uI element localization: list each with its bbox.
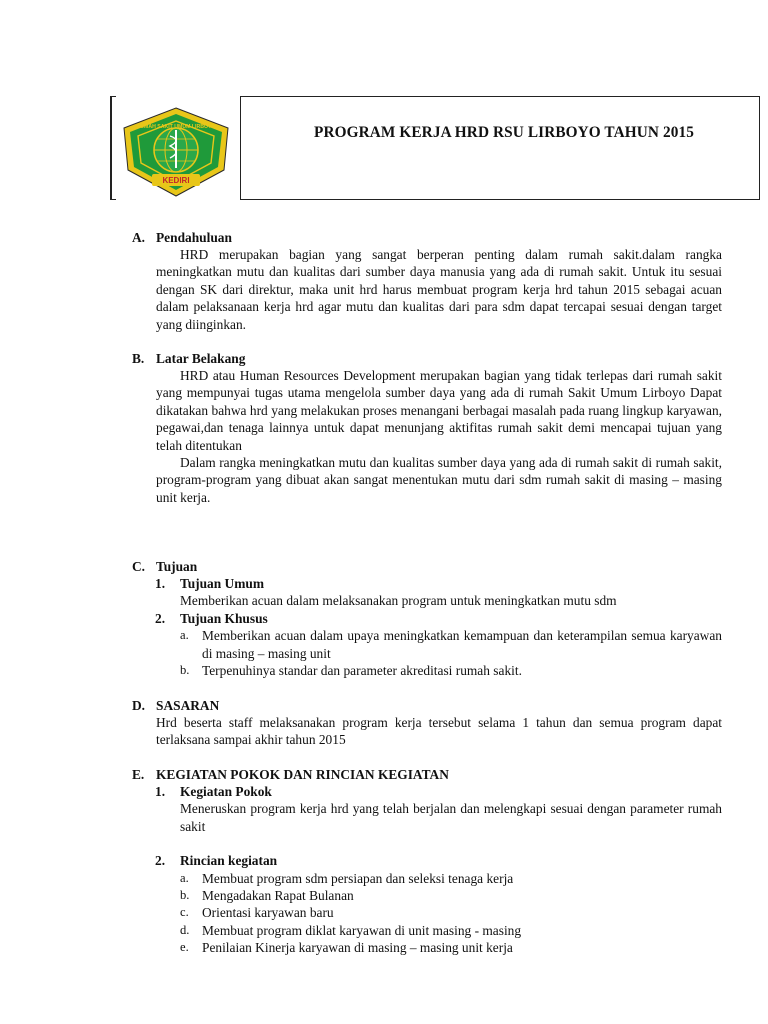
section-title: Pendahuluan bbox=[156, 230, 232, 245]
section-heading bbox=[132, 698, 722, 714]
list-item bbox=[180, 627, 722, 662]
subsection-number: 1. bbox=[155, 576, 166, 591]
list-text: Orientasi karyawan baru bbox=[202, 905, 334, 921]
section-heading bbox=[132, 230, 722, 246]
list-marker: b. bbox=[180, 663, 190, 678]
header-border-right bbox=[759, 96, 760, 200]
list-text: Mengadakan Rapat Bulanan bbox=[202, 888, 354, 904]
hospital-logo bbox=[120, 106, 232, 198]
paragraph: Meneruskan program kerja hrd yang telah berjalan dan melengkapi sesuai dengan parameter rumah sakit bbox=[180, 801, 722, 834]
list-item bbox=[180, 662, 722, 679]
list-item bbox=[180, 904, 722, 921]
header-border-left bbox=[110, 96, 112, 200]
list-marker: b. bbox=[180, 888, 190, 903]
svg-text:KEDIRI: KEDIRI bbox=[162, 176, 190, 185]
paragraph: Memberikan acuan dalam melaksanakan program untuk meningkatkan mutu sdm bbox=[180, 593, 617, 609]
header-border-left-cap-top bbox=[110, 96, 116, 97]
rincian-kegiatan-list bbox=[180, 870, 722, 957]
section-number: B. bbox=[132, 351, 145, 366]
list-text: Memberikan acuan dalam upaya meningkatkan kemampuan dan keterampilan semua karyawan di masing – masing unit bbox=[202, 628, 722, 661]
tujuan-khusus-list bbox=[180, 627, 722, 679]
list-text: Penilaian Kinerja karyawan di masing – masing unit kerja bbox=[202, 940, 513, 956]
paragraph: HRD merupakan bagian yang sangat berperan penting dalam rumah sakit.dalam rangka meningkatkan mutu dan kualitas dari sumber daya manusia yang ada di rumah sakit. Untuk itu sesuai dengan SK dari direktur, maka unit hrd harus membuat program kerja hrd tahun 2015 sebagai acuan dalam pelaksanaan kerja hrd agar mutu dan kualitas dari para sdm dapat tercapai sesuai dengan target yang diinginkan. bbox=[156, 247, 722, 332]
subsection-title: Tujuan Umum bbox=[180, 576, 264, 591]
document-title: PROGRAM KERJA HRD RSU LIRBOYO TAHUN 2015 bbox=[314, 124, 694, 141]
section-kegiatan bbox=[132, 767, 722, 957]
section-latar-belakang bbox=[132, 351, 722, 506]
list-marker: c. bbox=[180, 905, 189, 920]
list-item bbox=[180, 887, 722, 904]
list-text: Terpenuhinya standar dan parameter akreditasi rumah sakit. bbox=[202, 663, 522, 679]
subsection-number: 1. bbox=[155, 784, 166, 799]
section-title: Latar Belakang bbox=[156, 351, 246, 366]
section-title: Tujuan bbox=[156, 559, 198, 574]
subsection-number: 2. bbox=[155, 853, 166, 869]
list-marker: e. bbox=[180, 940, 189, 955]
section-heading bbox=[132, 559, 722, 575]
paragraph: Hrd beserta staff melaksanakan program kerja tersebut selama 1 tahun dan semua program dapat terlaksana sampai akhir tahun 2015 bbox=[156, 715, 722, 748]
subsection-title: Tujuan Khusus bbox=[180, 610, 268, 626]
subsection-heading bbox=[155, 783, 722, 800]
section-number: A. bbox=[132, 230, 146, 245]
list-item bbox=[180, 922, 722, 939]
list-item bbox=[180, 939, 722, 956]
paragraph: HRD atau Human Resources Development merupakan bagian yang tidak terlepas dari rumah sakit yang mempunyai tugas utama mengelola sumber daya yang ada di rumah Sakit Umum Lirboyo Dapat dikatakan bahwa hrd yang melakukan proses menangani berbagai masalah pada ruang lingkup karyawan, pegawai,dan tenaga lainnya untuk dapat menunjang aktifitas rumah sakit demi mencapai tujuan yang telah ditentukan bbox=[156, 368, 722, 453]
header-divider bbox=[240, 96, 241, 200]
paragraph: Dalam rangka meningkatkan mutu dan kualitas sumber daya yang ada di rumah sakit di rumah sakit, program-program yang dibuat akan sangat menentukan mutu dari sdm rumah sakit di masing – masing unit kerja. bbox=[156, 455, 722, 505]
header-border-left-cap-bottom bbox=[110, 199, 116, 200]
list-marker: a. bbox=[180, 628, 189, 643]
svg-text:RUMAH SAKIT UMUM LIRBOYO: RUMAH SAKIT UMUM LIRBOYO bbox=[136, 124, 216, 130]
section-sasaran bbox=[132, 698, 722, 749]
subsection-title: Rincian kegiatan bbox=[180, 853, 278, 869]
list-text: Membuat program sdm persiapan dan seleksi tenaga kerja bbox=[202, 870, 514, 886]
header-border-bottom bbox=[240, 199, 760, 200]
list-text: Membuat program diklat karyawan di unit masing - masing bbox=[202, 922, 522, 938]
list-marker: a. bbox=[180, 870, 189, 885]
subsection-number: 2. bbox=[155, 610, 166, 626]
subsection-heading bbox=[155, 610, 722, 627]
list-item bbox=[180, 870, 722, 887]
subsection-heading bbox=[155, 852, 722, 869]
section-number: D. bbox=[132, 698, 146, 713]
section-title: SASARAN bbox=[156, 698, 220, 713]
section-title: KEGIATAN POKOK DAN RINCIAN KEGIATAN bbox=[156, 767, 449, 782]
subsection-heading bbox=[155, 575, 722, 592]
list-marker: d. bbox=[180, 922, 190, 937]
section-pendahuluan bbox=[132, 230, 722, 333]
header-border-top bbox=[240, 96, 760, 97]
section-heading bbox=[132, 767, 722, 783]
section-tujuan bbox=[132, 559, 722, 679]
section-heading bbox=[132, 351, 722, 367]
subsection-title: Kegiatan Pokok bbox=[180, 784, 272, 799]
section-number: E. bbox=[132, 767, 145, 782]
section-number: C. bbox=[132, 559, 146, 574]
